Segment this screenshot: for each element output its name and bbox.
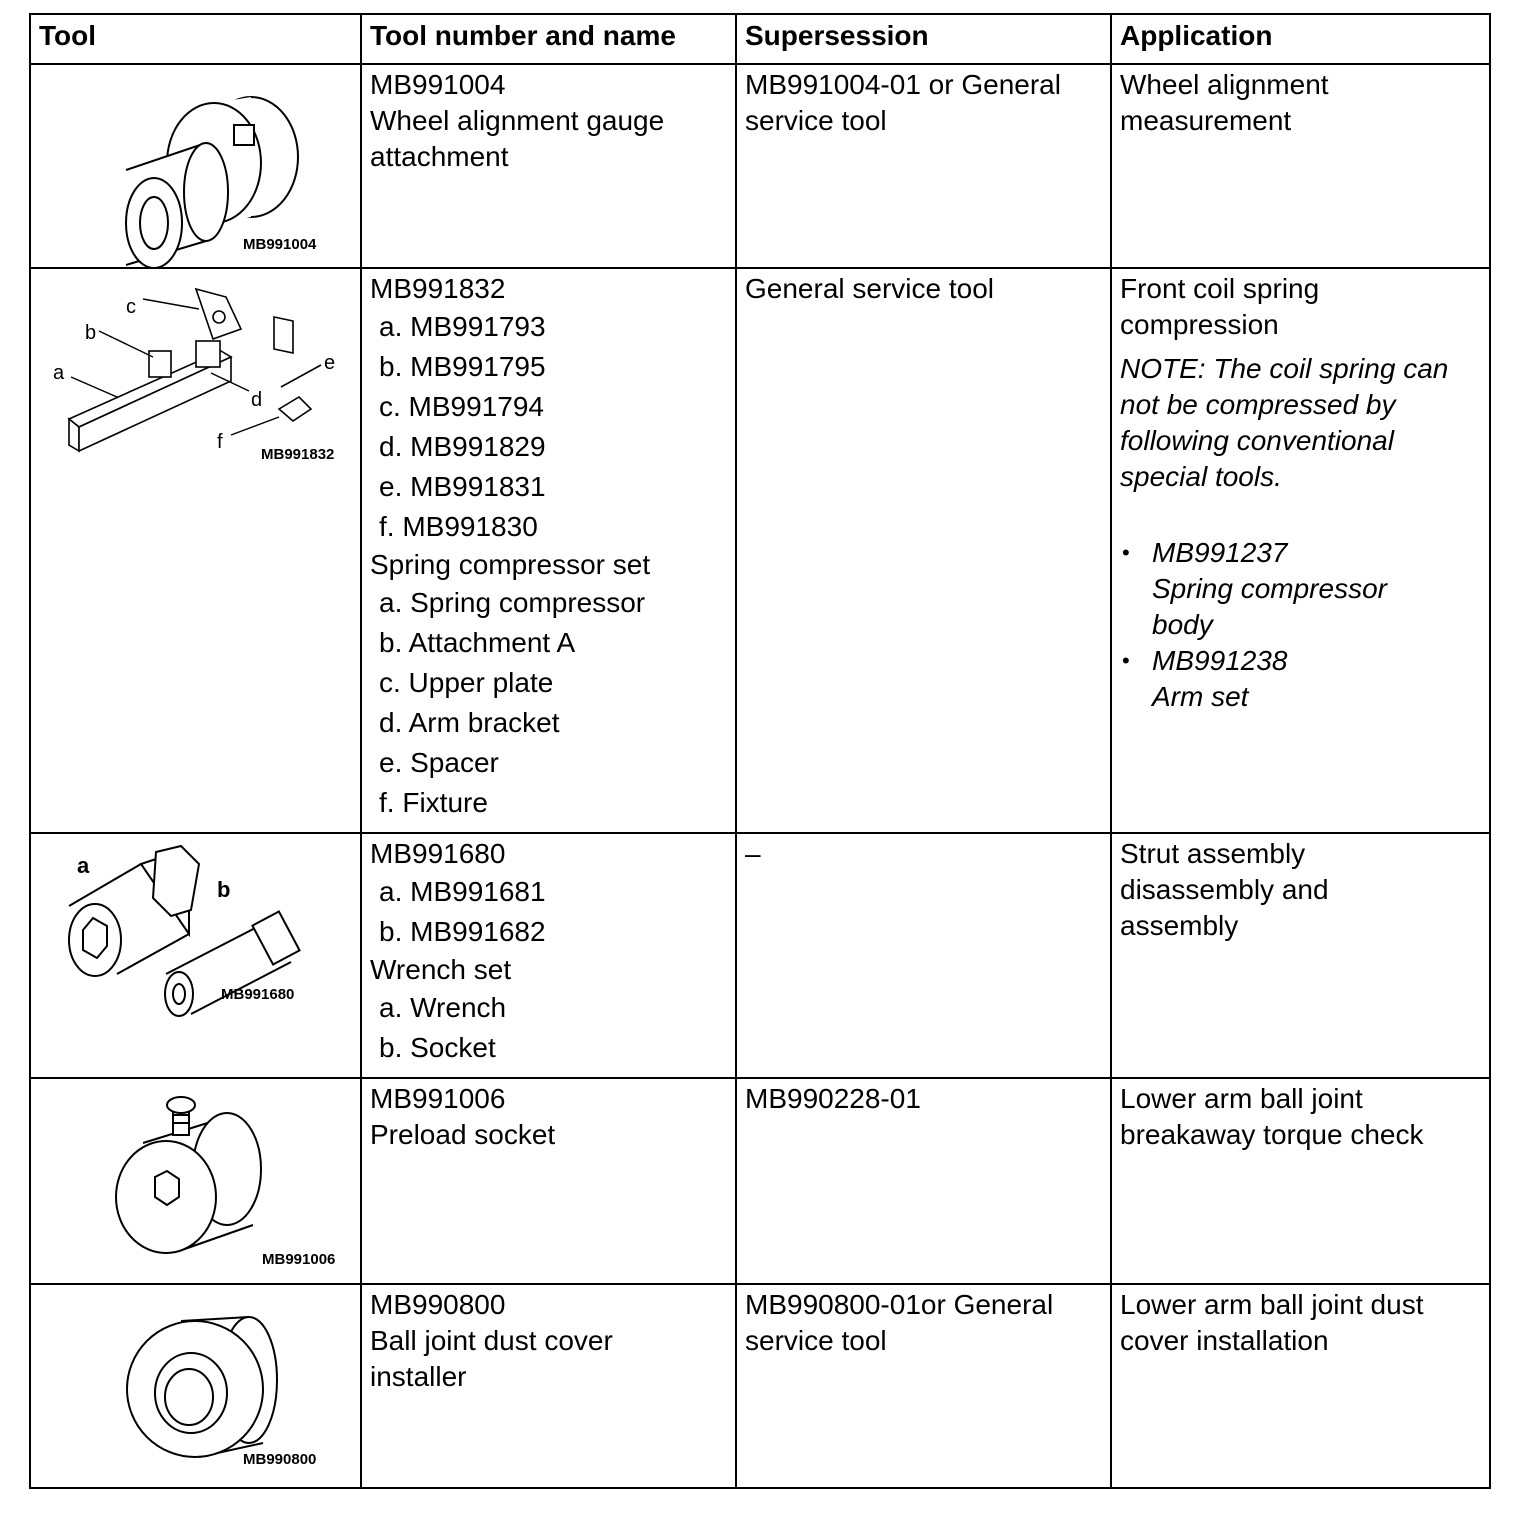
part-number: c. MB991794 xyxy=(379,391,544,422)
callout-label: f xyxy=(217,431,223,453)
note-bullet-list xyxy=(1120,535,1481,715)
application-line: Lower arm ball joint dust xyxy=(1120,1289,1424,1320)
note-line: not be compressed by xyxy=(1120,389,1396,420)
tool-image-code: MB991006 xyxy=(262,1251,336,1268)
application-cell xyxy=(1111,833,1490,1078)
part-name: e. Spacer xyxy=(379,747,499,778)
tool-name-line: installer xyxy=(370,1361,467,1392)
tool-name-line: Wheel alignment gauge xyxy=(370,105,665,136)
header-supersession: Supersession xyxy=(736,14,1111,64)
callout-label: e xyxy=(324,352,336,374)
part-number: f. MB991830 xyxy=(379,511,538,542)
application-line: Strut assembly xyxy=(1120,838,1306,869)
part-name: b. Socket xyxy=(379,1032,496,1063)
part-name: b. Attachment A xyxy=(379,627,576,658)
supersession-line: General service tool xyxy=(745,273,995,304)
part-number: d. MB991829 xyxy=(379,431,546,462)
bullet-icon: • xyxy=(1122,648,1130,673)
application-line: Wheel alignment xyxy=(1120,69,1329,100)
tool-name-line: attachment xyxy=(370,141,509,172)
header-row xyxy=(30,14,1490,64)
callout-label: b xyxy=(85,322,97,344)
tool-number: MB991832 xyxy=(370,273,506,304)
application-cell xyxy=(1111,1284,1490,1488)
tool-number: MB991004 xyxy=(370,69,506,100)
application-line: disassembly and xyxy=(1120,874,1329,905)
part-number: e. MB991831 xyxy=(379,471,546,502)
tool-number-name-cell xyxy=(361,268,736,833)
supersession-cell xyxy=(736,1284,1111,1488)
note-text xyxy=(1120,351,1481,495)
tool-name-line: Ball joint dust cover xyxy=(370,1325,613,1356)
callout-label: b xyxy=(217,877,231,902)
supersession-line: service tool xyxy=(745,105,887,136)
special-tools-table xyxy=(29,13,1491,1489)
supersession-line: – xyxy=(745,838,761,869)
header-tool: Tool xyxy=(30,14,361,64)
list-item-line: body xyxy=(1152,609,1213,640)
part-name: c. Upper plate xyxy=(379,667,554,698)
list-item-line: MB991237 xyxy=(1152,537,1288,568)
table-row xyxy=(30,1284,1490,1488)
application-cell xyxy=(1111,1078,1490,1284)
application-cell xyxy=(1111,268,1490,833)
tool-number-name-cell xyxy=(361,1284,736,1488)
table-row xyxy=(30,833,1490,1078)
application-cell xyxy=(1111,64,1490,268)
header-tool-number-name: Tool number and name xyxy=(361,14,736,64)
part-name: d. Arm bracket xyxy=(379,707,560,738)
supersession-line: service tool xyxy=(745,1325,887,1356)
tool-number: MB991680 xyxy=(370,838,506,869)
tool-number-name-cell xyxy=(361,64,736,268)
list-item-line: MB991238 xyxy=(1152,645,1288,676)
callout-label: c xyxy=(126,296,136,318)
tool-number-name-cell xyxy=(361,833,736,1078)
tool-number-name-cell xyxy=(361,1078,736,1284)
application-line: measurement xyxy=(1120,105,1292,136)
table-row xyxy=(30,1078,1490,1284)
tool-name-line: Preload socket xyxy=(370,1119,556,1150)
supersession-cell xyxy=(736,1078,1111,1284)
note-line: special tools. xyxy=(1120,461,1282,492)
table-row xyxy=(30,64,1490,268)
callout-label: a xyxy=(53,362,65,384)
note-line: following conventional xyxy=(1120,425,1394,456)
part-number: a. MB991681 xyxy=(379,876,546,907)
callout-label: a xyxy=(77,853,90,878)
part-name: a. Spring compressor xyxy=(379,587,646,618)
tool-image-code: MB991004 xyxy=(243,236,317,253)
bullet-icon: • xyxy=(1122,540,1130,565)
table-row xyxy=(30,268,1490,833)
tool-image-cell xyxy=(30,1078,361,1284)
part-name: f. Fixture xyxy=(379,787,488,818)
part-number: b. MB991795 xyxy=(379,351,546,382)
part-name: a. Wrench xyxy=(379,992,507,1023)
list-item xyxy=(1120,535,1481,643)
supersession-cell xyxy=(736,833,1111,1078)
list-item xyxy=(1120,643,1481,715)
tool-set-name: Spring compressor set xyxy=(370,549,651,580)
application-line: assembly xyxy=(1120,910,1239,941)
supersession-line: MB991004-01 or General xyxy=(745,69,1061,100)
tool-image-cell xyxy=(30,833,361,1078)
supersession-cell xyxy=(736,268,1111,833)
callout-label: d xyxy=(251,389,263,411)
tool-image-code: MB990800 xyxy=(243,1451,317,1468)
tool-set-name: Wrench set xyxy=(370,954,512,985)
tool-image-cell xyxy=(30,268,361,833)
part-number: b. MB991682 xyxy=(379,916,546,947)
spring-compressor-set-illustration xyxy=(31,269,362,509)
tool-number: MB991006 xyxy=(370,1083,506,1114)
application-line: Front coil spring xyxy=(1120,273,1320,304)
list-item-line: Spring compressor xyxy=(1152,573,1387,604)
part-number: a. MB991793 xyxy=(379,311,546,342)
tool-image-cell xyxy=(30,64,361,268)
supersession-line: MB990228-01 xyxy=(745,1083,921,1114)
list-item-line: Arm set xyxy=(1152,681,1249,712)
tool-image-cell xyxy=(30,1284,361,1488)
application-line: breakaway torque check xyxy=(1120,1119,1424,1150)
note-line: NOTE: The coil spring can xyxy=(1120,353,1449,384)
supersession-cell xyxy=(736,64,1111,268)
tool-number: MB990800 xyxy=(370,1289,506,1320)
header-application: Application xyxy=(1111,14,1490,64)
application-line: cover installation xyxy=(1120,1325,1329,1356)
tool-image-code: MB991832 xyxy=(261,446,335,463)
application-line: compression xyxy=(1120,309,1279,340)
supersession-line: MB990800-01or General xyxy=(745,1289,1054,1320)
tool-image-code: MB991680 xyxy=(221,986,295,1003)
application-line: Lower arm ball joint xyxy=(1120,1083,1363,1114)
